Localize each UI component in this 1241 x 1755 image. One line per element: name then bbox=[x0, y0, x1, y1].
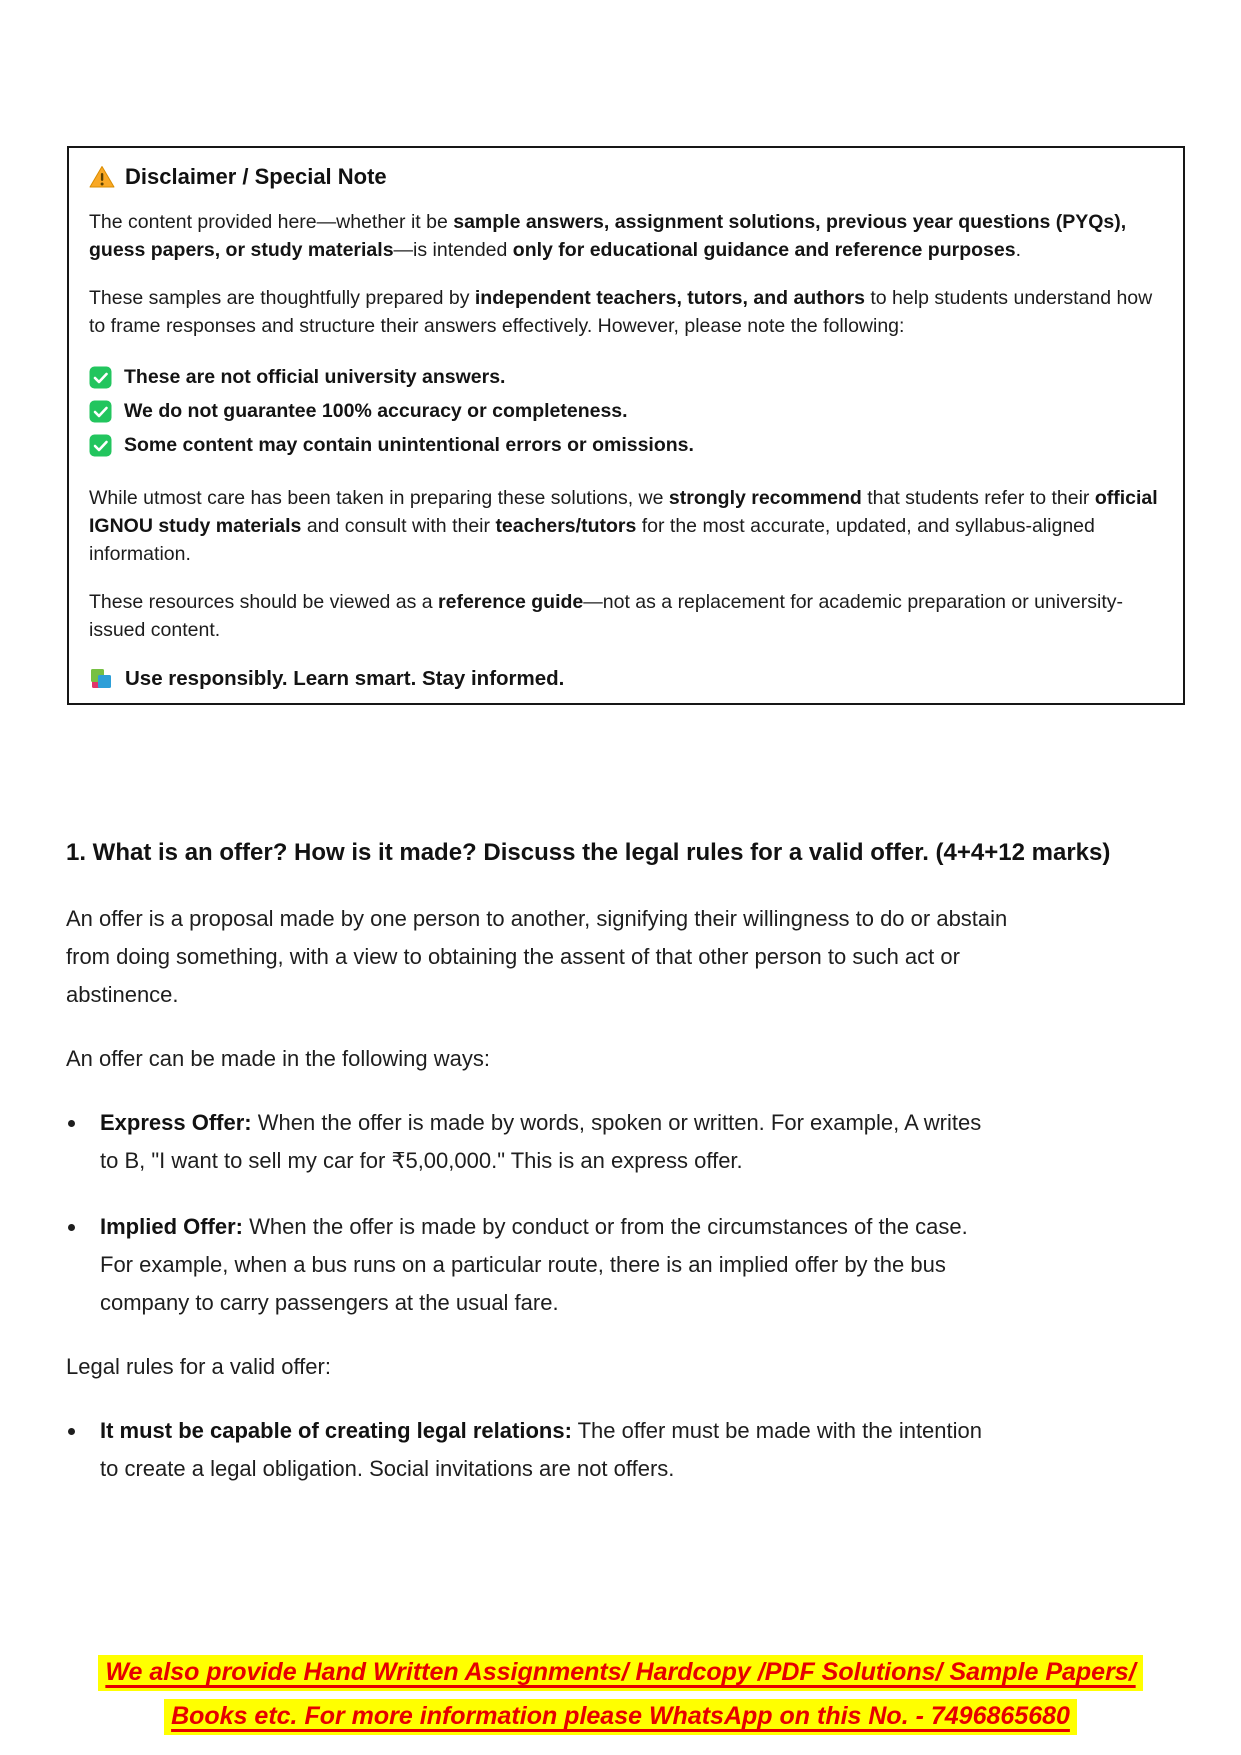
green-checkbox-icon bbox=[89, 366, 112, 389]
disclaimer-paragraph-1: The content provided here—whether it be sample answers, assignment solutions, previous year questions (PYQs), guess papers, or study materials—is intended only for educational guidance and reference purposes. bbox=[89, 211, 1127, 261]
bullet-dot-icon bbox=[68, 1120, 75, 1127]
disclaimer-checklist bbox=[89, 360, 1161, 462]
checklist-item-label: These are not official university answers. bbox=[124, 365, 506, 388]
bullet-dot-icon bbox=[68, 1224, 75, 1231]
bullet-lead: It must be capable of creating legal relations: bbox=[100, 1418, 572, 1443]
use-responsibly-note bbox=[89, 664, 1161, 694]
green-checkbox-icon bbox=[89, 434, 112, 457]
bullet-text: The offer must be made with the intention to create a legal obligation. Social invitations are not offers. bbox=[100, 1418, 982, 1481]
bullet-lead: Express Offer: bbox=[100, 1110, 252, 1135]
promo-footer bbox=[0, 1652, 1241, 1740]
answer-content bbox=[66, 838, 1175, 1514]
answer-paragraph-1: An offer is a proposal made by one person to another, signifying their willingness to do or abstain from doing something, with a view to obtaining the assent of that other person to such act or abstinence. bbox=[66, 906, 1008, 1007]
offer-types-list bbox=[66, 1104, 1175, 1322]
bullet-lead: Implied Offer: bbox=[100, 1214, 244, 1239]
checklist-item-label: We do not guarantee 100% accuracy or completeness. bbox=[124, 399, 628, 422]
question-heading: 1. What is an offer? How is it made? Discuss the legal rules for a valid offer. (4+4+12 marks) bbox=[66, 839, 1111, 866]
list-item-implied-offer bbox=[100, 1208, 1000, 1322]
list-item-legal-relations bbox=[100, 1412, 1000, 1488]
books-icon bbox=[89, 667, 113, 691]
disclaimer-paragraph-2: These samples are thoughtfully prepared by independent teachers, tutors, and authors to help students understand how to frame responses and structure their answers effectively. However, please note the following: bbox=[89, 287, 1153, 337]
promo-line-1: We also provide Hand Written Assignments/ Hardcopy /PDF Solutions/ Sample Papers/ bbox=[98, 1655, 1142, 1691]
bullet-text: When the offer is made by words, spoken or written. For example, A writes to B, "I want to sell my car for ₹5,00,000." This is an express offer. bbox=[100, 1110, 982, 1173]
promo-line-2: Books etc. For more information please WhatsApp on this No. - 7496865680 bbox=[164, 1699, 1077, 1735]
answer-paragraph-2: An offer can be made in the following ways: bbox=[66, 1046, 490, 1071]
checklist-item bbox=[89, 428, 1161, 462]
checklist-item bbox=[89, 394, 1161, 428]
green-checkbox-icon bbox=[89, 400, 112, 423]
bullet-dot-icon bbox=[68, 1428, 75, 1435]
promo-line-2-row bbox=[0, 1696, 1241, 1740]
disclaimer-box bbox=[67, 146, 1185, 705]
promo-line-1-row bbox=[0, 1652, 1241, 1696]
list-item-express-offer bbox=[100, 1104, 1000, 1180]
legal-rules-list bbox=[66, 1412, 1175, 1488]
disclaimer-title-row bbox=[89, 164, 1161, 190]
disclaimer-paragraph-3: While utmost care has been taken in preparing these solutions, we strongly recommend that students refer to their official IGNOU study materials and consult with their teachers/tutors for the most accurate, updated, and syllabus-aligned information. bbox=[89, 487, 1158, 565]
checklist-item-label: Some content may contain unintentional errors or omissions. bbox=[124, 433, 694, 456]
warning-icon bbox=[89, 165, 115, 189]
checklist-item bbox=[89, 360, 1161, 394]
bullet-text: When the offer is made by conduct or from the circumstances of the case. For example, when a bus runs on a particular route, there is an implied offer by the bus company to carry passengers at the usual fare. bbox=[100, 1214, 968, 1315]
use-responsibly-label: Use responsibly. Learn smart. Stay informed. bbox=[125, 667, 565, 690]
disclaimer-paragraph-4: These resources should be viewed as a reference guide—not as a replacement for academic preparation or university-issued content. bbox=[89, 591, 1124, 641]
answer-paragraph-3: Legal rules for a valid offer: bbox=[66, 1354, 331, 1379]
disclaimer-title: Disclaimer / Special Note bbox=[125, 164, 387, 189]
